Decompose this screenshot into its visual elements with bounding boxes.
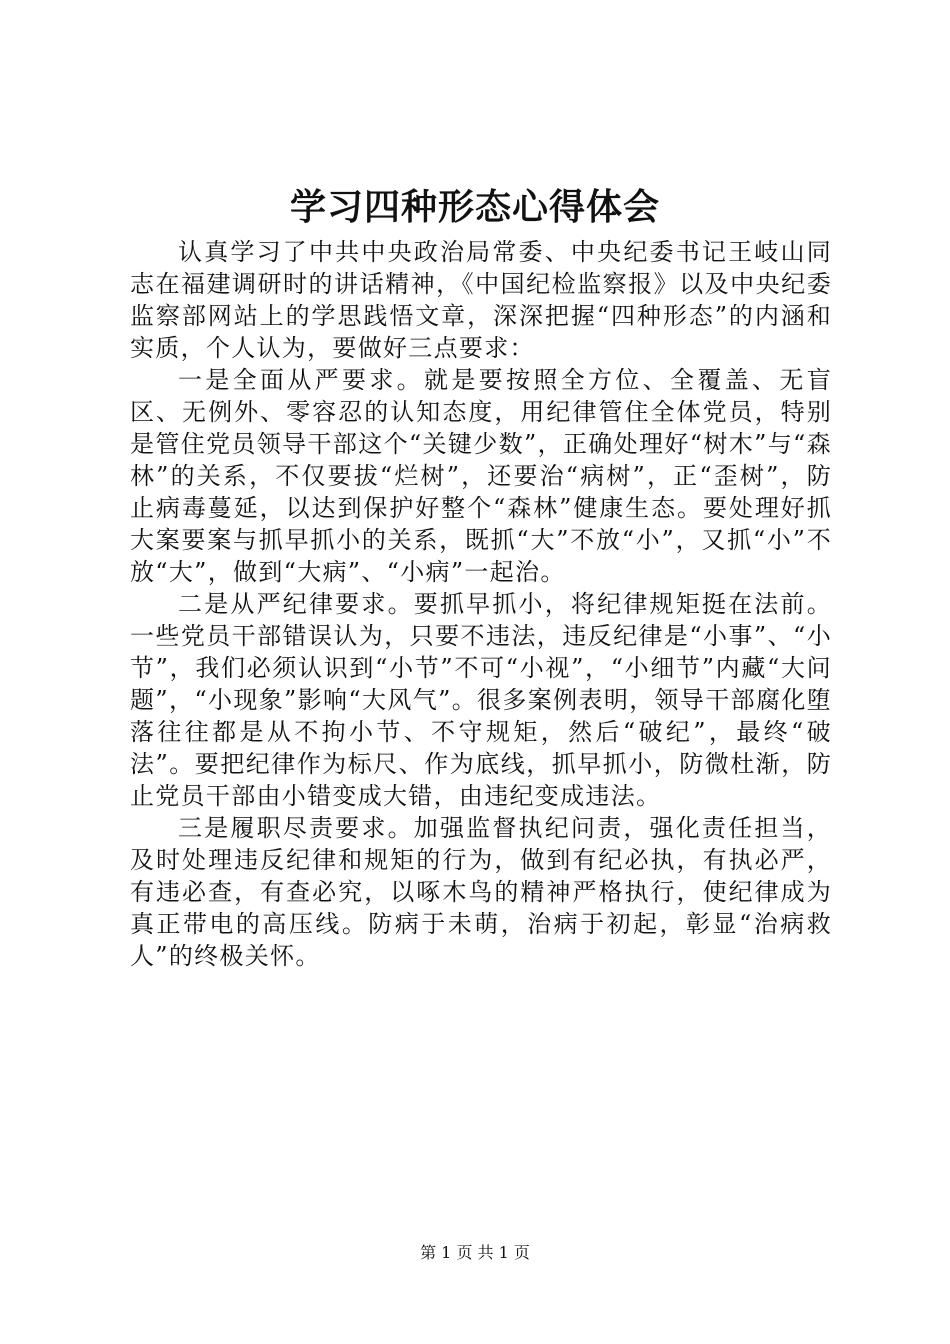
- document-body: [130, 236, 832, 972]
- paragraph-point-two: 二是从严纪律要求。要抓早抓小，将纪律规矩挺在法前。一些党员干部错误认为，只要不违法，违反纪律是“小事”、“小节”，我们必须认识到“小节”不可“小视”，“小细节”内藏“大问题”，“小现象”影响“大风气”。很多案例表明，领导干部腐化堕落往往都是从不拘小节、不守规矩，然后“破纪”，最终“破法”。要把纪律作为标尺、作为底线，抓早抓小，防微杜渐，防止党员干部由小错变成大错，由违纪变成违法。: [130, 590, 832, 810]
- paragraph-intro: 认真学习了中共中央政治局常委、中央纪委书记王岐山同志在福建调研时的讲话精神，《中国纪检监察报》以及中央纪委监察部网站上的学思践悟文章，深深把握“四种形态”的内涵和实质，个人认为，要做好三点要求：: [130, 238, 832, 362]
- document-title: 学习四种形态心得体会: [289, 186, 660, 228]
- paragraph-point-one: 一是全面从严要求。就是要按照全方位、全覆盖、无盲区、无例外、零容忍的认知态度，用纪律管住全体党员，特别是管住党员领导干部这个“关键少数”，正确处理好“树木”与“森林”的关系，不仅要拔“烂树”，还要治“病树”，正“歪树”，防止病毒蔓延，以达到保护好整个“森林”健康生态。要处理好抓大案要案与抓早抓小的关系，既抓“大”不放“小”，又抓“小”不放“大”，做到“大病”、“小病”一起治。: [130, 366, 832, 586]
- paragraph-point-three: 三是履职尽责要求。加强监督执纪问责，强化责任担当，及时处理违反纪律和规矩的行为，做到有纪必执，有执必严，有违必查，有查必究，以啄木鸟的精神严格执行，使纪律成为真正带电的高压线。防病于未萌，治病于初起，彰显“治病救人”的终极关怀。: [130, 814, 832, 970]
- page-footer: 第 1 页 共 1 页: [420, 1243, 530, 1262]
